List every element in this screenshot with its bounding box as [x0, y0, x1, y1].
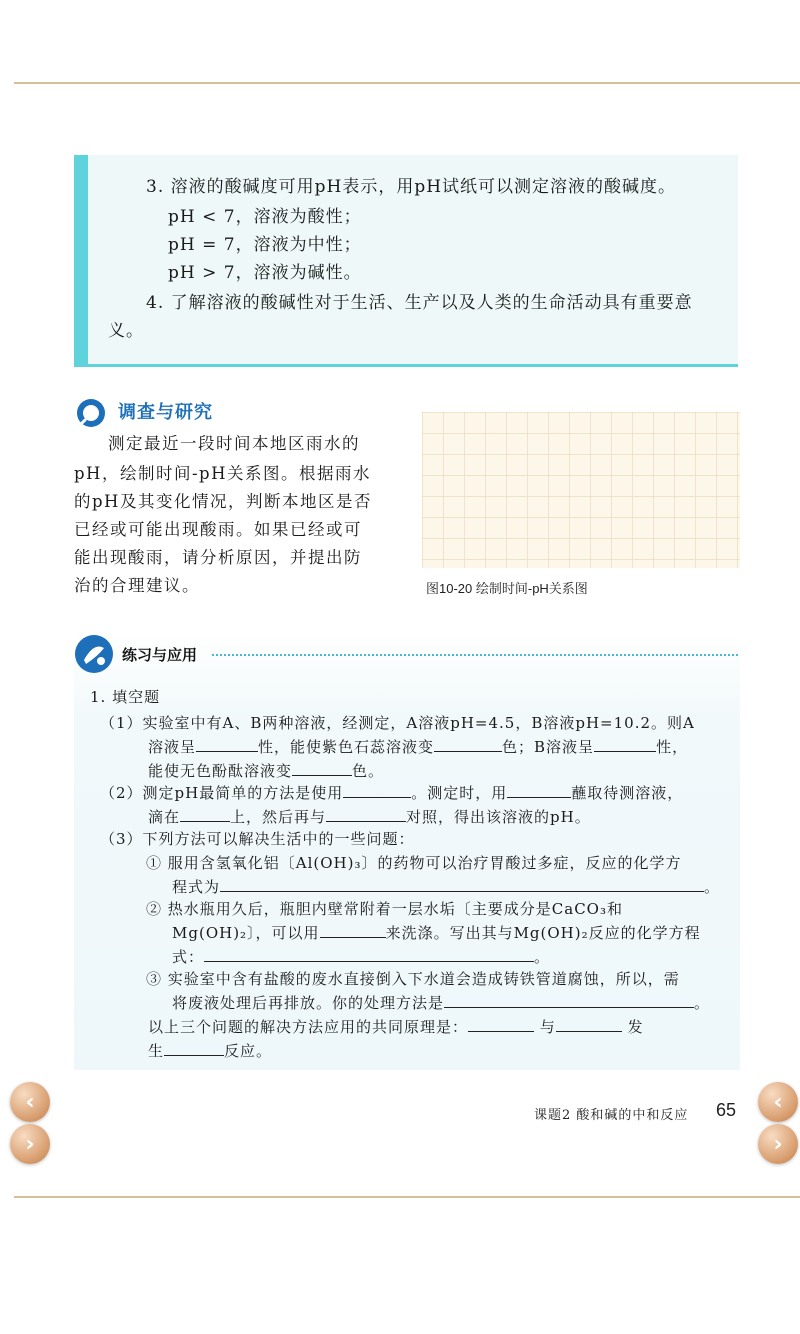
summary-ph-neutral: pH = 7，溶液为中性；	[168, 235, 362, 255]
investigate-icon	[76, 398, 106, 428]
case-3-line2: 将废液处理后再排放。你的处理方法是 。	[172, 994, 711, 1012]
answer-blank[interactable]	[292, 761, 352, 776]
next-page-button-left[interactable]	[10, 1124, 50, 1164]
answer-blank[interactable]	[220, 877, 704, 892]
exercise-dotted-divider	[212, 654, 738, 656]
question-part-2-line2: 滴在 上，然后再与 对照，得出该溶液的pH。	[148, 808, 591, 826]
investigate-line: 已经或可能出现酸雨。如果已经或可	[74, 520, 362, 539]
investigate-line: 测定最近一段时间本地区雨水的	[108, 434, 360, 453]
investigate-line: 的pH及其变化情况，判断本地区是否	[74, 492, 372, 511]
answer-blank[interactable]	[326, 807, 406, 822]
investigate-title: 调查与研究	[118, 402, 213, 422]
summary-principle-line2: 生 反应。	[148, 1042, 273, 1060]
answer-blank[interactable]	[196, 737, 258, 752]
answer-blank[interactable]	[180, 807, 230, 822]
chapter-footer: 课题2 酸和碱的中和反应	[534, 1108, 689, 1123]
prev-page-button-right[interactable]	[758, 1082, 798, 1122]
summary-item-3: 3. 溶液的酸碱度可用pH表示，用pH试纸可以测定溶液的酸碱度。	[146, 177, 677, 197]
chevron-left-icon: ‹	[773, 1089, 783, 1115]
investigate-line: 能出现酸雨，请分析原因，并提出防	[74, 548, 362, 567]
answer-blank[interactable]	[507, 783, 571, 798]
case-3-line1: ③ 实验室中含有盐酸的废水直接倒入下水道会造成铸铁管道腐蚀，所以，需	[146, 970, 680, 988]
case-1-line2: 程式为 。	[172, 878, 721, 896]
chevron-left-icon: ‹	[25, 1089, 35, 1115]
investigate-line: pH，绘制时间-pH关系图。根据雨水	[74, 464, 371, 483]
exercise-title: 练习与应用	[122, 647, 198, 664]
question-part-3-line1: （3）下列方法可以解决生活中的一些问题：	[100, 830, 415, 848]
answer-blank[interactable]	[320, 923, 386, 938]
exercise-icon	[74, 634, 114, 674]
question-part-1-line2: 溶液呈 性，能使紫色石蕊溶液变 色；B溶液呈 性，	[148, 738, 689, 756]
case-2-line1: ② 热水瓶用久后，瓶胆内壁常附着一层水垢〔主要成分是CaCO₃和	[146, 900, 623, 918]
prev-page-button-left[interactable]	[10, 1082, 50, 1122]
time-ph-grid-figure	[422, 412, 740, 568]
summary-item-4-line2: 义。	[108, 321, 144, 341]
summary-item-4-line1: 4. 了解溶液的酸碱性对于生活、生产以及人类的生命活动具有重要意	[146, 293, 693, 313]
answer-blank[interactable]	[468, 1017, 534, 1032]
answer-blank[interactable]	[444, 993, 694, 1008]
answer-blank[interactable]	[594, 737, 656, 752]
question-1-heading: 1. 填空题	[90, 688, 161, 706]
chevron-right-icon: ›	[773, 1131, 783, 1157]
question-part-1-line1: （1）实验室中有A、B两种溶液，经测定，A溶液pH=4.5，B溶液pH=10.2。则A	[100, 714, 695, 732]
chevron-right-icon: ›	[25, 1131, 35, 1157]
top-rule	[14, 82, 800, 84]
answer-blank[interactable]	[434, 737, 502, 752]
next-page-button-right[interactable]	[758, 1124, 798, 1164]
page-number: 65	[716, 1100, 737, 1120]
answer-blank[interactable]	[204, 947, 534, 962]
case-2-line2: Mg(OH)₂〕，可以用 来洗涤。写出其与Mg(OH)₂反应的化学方程	[172, 924, 701, 942]
question-part-2-line1: （2）测定pH最简单的方法是使用 。测定时，用 蘸取待测溶液，	[100, 784, 684, 802]
answer-blank[interactable]	[556, 1017, 622, 1032]
question-part-1-line3: 能使无色酚酞溶液变 色。	[148, 762, 385, 780]
case-1-line1: ① 服用含氢氧化铝〔Al(OH)₃〕的药物可以治疗胃酸过多症，反应的化学方	[146, 854, 682, 872]
bottom-rule	[14, 1196, 800, 1198]
case-2-line3: 式： 。	[172, 948, 551, 966]
answer-blank[interactable]	[164, 1041, 224, 1056]
investigate-line: 治的合理建议。	[74, 576, 200, 595]
summary-ph-acid: pH < 7，溶液为酸性；	[168, 207, 362, 227]
figure-caption: 图10-20 绘制时间-pH关系图	[426, 581, 588, 596]
summary-ph-base: pH > 7，溶液为碱性。	[168, 263, 362, 283]
summary-principle-line1: 以上三个问题的解决方法应用的共同原理是： 与 发	[148, 1018, 644, 1036]
answer-blank[interactable]	[343, 783, 411, 798]
